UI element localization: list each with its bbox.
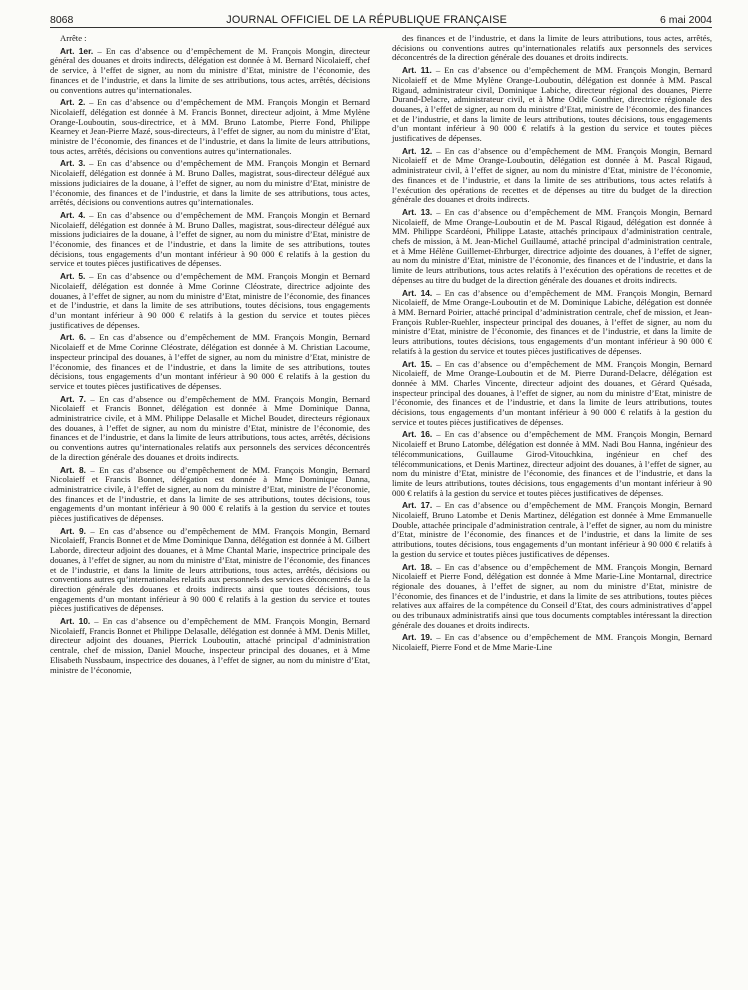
article-text: – En cas d’absence ou d’empêchement de MM. François Mongin, Bernard Nicolaieff, Francis Bonnet et Philippe Delasalle, délégation est donnée à MM. Denis Millet, directeur adjoint des douanes, Pierrick Louboutin, attaché principal d’administration centrale, chef de mission, Daniel Mouche, inspecteur principal des douanes, et à Mme Elisabeth Nussbaum, inspectrice des douanes, à l’effet de signer, au nom du ministre d’Etat, ministre de l’économie, xyxy=(50,616,370,675)
article-label: Art. 8. xyxy=(60,464,86,475)
article-label: Art. 6. xyxy=(60,332,86,343)
article-paragraph xyxy=(392,66,712,144)
page-number: 8068 xyxy=(50,14,74,26)
article-label: Art. 5. xyxy=(60,271,86,282)
article-paragraph xyxy=(392,289,712,357)
article-text: – En cas d’absence ou d’empêchement de MM. François Mongin, Bernard Nicolaieff, de Mme Orange-Louboutin et de M. Dominique Labiche, délégation est donnée à MM. Bernard Poirier, attaché principal d’administration centrale, chef de mission, et Jean-François Rubler-Ruehler, inspecteur principal des douanes, à l’effet de signer, au nom du ministre d’Etat, ministre de l’économie, des finances et de l’industrie, et dans la limite de leurs attributions, toutes décisions, tous engagements d’un montant inférieur à 90 000 € relatifs à la gestion du service et toutes pièces justificatives de dépenses. xyxy=(392,287,712,356)
article-paragraph xyxy=(50,617,370,675)
article-paragraph xyxy=(50,211,370,269)
article-label: Art. 2. xyxy=(60,97,86,108)
article-text: – En cas d’absence ou d’empêchement de M. François Mongin, directeur général des douanes et droits indirects, délégation est donnée à M. Bernard Nicolaieff, chef de service, à l’effet de signer, au nom du ministre d’Etat, ministre de l’économie, des finances et de l’industrie, et dans la limite de ses attributions, tous actes, arrêtés, décisions ou conventions autres qu’internationales. xyxy=(50,45,370,95)
article-label: Art. 18. xyxy=(402,561,433,572)
article-label: Art. 3. xyxy=(60,158,86,169)
article-label: Art. 15. xyxy=(402,358,433,369)
text-columns xyxy=(50,34,712,678)
article-paragraph xyxy=(50,527,370,614)
article-text: – En cas d’absence ou d’empêchement de MM. François Mongin, Bernard Nicolaieff, de Mme Orange-Louboutin et de M. Pierre Durand-Delacre, délégation est donnée à MM. Charles Vincente, directeur adjoint des douanes, et Gérard Quésada, inspecteur principal des douanes, à l’effet de signer, au nom du ministre d’Etat, ministre de l’économie, des finances et de l’industrie, et dans la limite de leurs attributions, toutes décisions, tous engagements d’un montant inférieur à 90 000 € relatifs à la gestion du service et toutes pièces justificatives de dépenses. xyxy=(392,358,712,427)
article-text: – En cas d’absence ou d’empêchement de MM. François Mongin, Bernard Nicolaieff et de Mme Orange-Louboutin, délégation est donnée à M. Pascal Rigaud, administrateur civil, à l’effet de signer, au nom du ministre d’Etat, ministre de l’économie, des finances et de l’industrie, et dans la limite de ses attributions, tous actes relatifs à l’exécution des opérations de recettes et de dépenses au titre du budget de la direction générale des douanes et droits indirects. xyxy=(392,145,712,205)
article-paragraph xyxy=(392,360,712,428)
article-text: – En cas d’absence ou d’empêchement de MM. François Mongin, Bernard Nicolaieff et Pierre Fond, délégation est donnée à Mme Marie-Line Montarnal, directrice régionale des douanes, à l’effet de signer, au nom du ministre d’Etat, ministre de l’économie, des finances et de l’industrie, et dans la limite de ses attributions, toutes pièces relatives aux affaires de la compétence du Conseil d’Etat, des cours administratives d’appel ou des tribunaux administratifs ainsi que tous documents comptables intéressant la direction générale des douanes et droits indirects. xyxy=(392,561,712,630)
article-label: Art. 16. xyxy=(402,429,433,440)
article-text: – En cas d’absence ou d’empêchement de MM. François Mongin, Bernard Nicolaieff et Bruno Latombe, délégation est donnée à MM. Nadi Bou Hanna, ingénieur des télécommunications, Guillaume Girod-Vitouchkina, ingénieur en chef des télécommunications, et Denis Martinez, directeur adjoint des douanes, à l’effet de signer, au nom du ministre d’Etat, ministre de l’économie, des finances et de l’industrie, et dans la limite de leurs attributions, toutes décisions, tous engagements d’un montant inférieur à 90 000 € relatifs à la gestion du service et toutes pièces justificatives de dépenses. xyxy=(392,429,712,498)
article-paragraph xyxy=(50,395,370,463)
article-paragraph xyxy=(50,333,370,391)
article-label: Art. 4. xyxy=(60,209,86,220)
article-text: – En cas d’absence ou d’empêchement de MM. François Mongin, Bernard Nicolaieff, Pierre Fond et de Mme Marie-Line xyxy=(392,632,712,653)
arrete-heading: Arrête : xyxy=(60,33,87,43)
article-text: – En cas d’absence ou d’empêchement de MM. François Mongin et Bernard Nicolaieff, délégation est donnée à M. Bruno Dalles, magistrat, sous-directeur délégué aux missions judiciaires de la douane, à l’effet de signer, au nom du ministre d’Etat, ministre de l’économie, des finances et de l’industrie, et dans la limite de ses attributions, tous actes, arrêtés, décisions ou conventions autres qu’internationales. xyxy=(50,158,370,208)
article-label: Art. 10. xyxy=(60,616,91,627)
article-label: Art. 7. xyxy=(60,393,86,404)
article-paragraph xyxy=(392,208,712,286)
article-label: Art. 17. xyxy=(402,500,433,511)
left-column xyxy=(50,34,370,678)
article-text: – En cas d’absence ou d’empêchement de MM. François Mongin, Bernard Nicolaieff, Bruno Latombe et Denis Martinez, délégation est donnée à Mme Emmanuelle Double, attachée principale d’administration centrale, à l’effet de signer, au nom du ministre d’Etat, ministre de l’économie, des finances et de l’industrie, et dans la limite de ses attributions, toutes décisions, tous engagements d’un montant inférieur à 90 000 € relatifs à la gestion du service et toutes pièces justificatives de dépenses. xyxy=(392,500,712,559)
article-paragraph xyxy=(392,147,712,205)
article-paragraph xyxy=(50,98,370,156)
article-label: Art. 9. xyxy=(60,525,86,536)
journal-title: JOURNAL OFFICIEL DE LA RÉPUBLIQUE FRANÇAISE xyxy=(226,14,508,26)
right-column xyxy=(392,34,712,678)
article-text: – En cas d’absence ou d’empêchement de MM. François Mongin, Bernard Nicolaieff et de Mme Corinne Cléostrate, délégation est donnée à M. Christian Lacoume, inspecteur principal des douanes, à l’effet de signer, au nom du ministre d’Etat, ministre de l’économie, des finances et de l’industrie, et dans la limite de ses attributions, toutes décisions, tous engagements d’un montant inférieur à 90 000 € relatifs à la gestion du service et toutes pièces justificatives de dépenses. xyxy=(50,332,370,391)
article-paragraph xyxy=(50,159,370,208)
article-text: – En cas d’absence ou d’empêchement de MM. François Mongin, Bernard Nicolaieff, Francis Bonnet et de Mme Dominique Danna, délégation est donnée à M. Gilbert Laborde, directeur adjoint des douanes, et à Mme Chantal Marie, inspectrice principale des douanes, à l’effet de signer, au nom du ministre d’Etat, ministre de l’économie, des finances et de l’industrie, et dans la limite de leurs attributions, tous actes, arrêtés, décisions ou conventions autres qu’internationales relatifs aux personnels des services déconcentrés de la direction générale des douanes et droits indirects ainsi que toutes décisions, tous engagements d’un montant inférieur à 90 000 € relatifs à la gestion du service et toutes pièces justificatives de dépenses. xyxy=(50,525,370,614)
page-header xyxy=(50,8,712,28)
article-text: – En cas d’absence ou d’empêchement de MM. François Mongin, Bernard Nicolaieff, de Mme Orange-Louboutin et de M. Pascal Rigaud, délégation est donnée à MM. Philippe Scardéoni, Philippe Lataste, attachés principaux d’administration centrale, chefs de mission, à M. Jean-Michel Guillaumé, attaché principal d’administration centrale, et à Mme Hélène Guillemet-Ehrburger, directrice adjointe des douanes, à l’effet de signer, au nom du ministre d’Etat, ministre de l’économie, des finances et de l’industrie, et dans la limite de leurs attributions, tous actes relatifs à l’exécution des opérations de recettes et de dépenses au titre du budget de la direction générale des douanes et droits indirects. xyxy=(392,206,712,285)
article-paragraph xyxy=(50,466,370,524)
article-text: – En cas d’absence ou d’empêchement de MM. François Mongin, Bernard Nicolaieff et de Mme Mylène Orange-Louboutin, délégation est donnée à MM. Pascal Rigaud, administrateur civil, Dominique Labiche, directeur régional des douanes, Pierre Durand-Delacre, administrateur civil, et à Mme Odile Gonthier, directrice régionale des douanes, à l’effet de signer, au nom du ministre d’Etat, ministre de l’économie, des finances et de l’industrie, et dans la limite de leurs attributions, toutes décisions, tous engagements d’un montant inférieur à 90 000 € relatifs à la gestion du service et toutes pièces justificatives de dépenses. xyxy=(392,65,712,144)
article-paragraph xyxy=(392,430,712,498)
article-label: Art. 11. xyxy=(402,65,432,76)
article-text: – En cas d’absence ou d’empêchement de MM. François Mongin et Bernard Nicolaieff, délégation est donnée à Mme Corinne Cléostrate, directrice adjointe des douanes, à l’effet de signer, au nom du ministre d’Etat, ministre de l’économie, des finances et de l’industrie, et dans la limite de ses attributions, toutes décisions, tous engagements d’un montant inférieur à 90 000 € relatifs à la gestion du service et toutes pièces justificatives de dépenses. xyxy=(50,271,370,330)
article-text: – En cas d’absence ou d’empêchement de MM. François Mongin et Bernard Nicolaieff, délégation est donnée à M. Francis Bonnet, directeur adjoint, à Mme Mylène Orange-Louboutin, sous-directrice, et à MM. Bruno Latombe, Pierre Fond, Philippe Kearney et Jean-Pierre Mazé, sous-directeurs, à l’effet de signer, au nom du ministre d’Etat, ministre de l’économie, des finances et de l’industrie, et dans la limite de leurs attributions, tous actes, arrêtés, décisions ou conventions autres qu’internationales. xyxy=(50,97,370,156)
article-label: Art. 14. xyxy=(402,287,433,298)
continuation-paragraph: des finances et de l’industrie, et dans la limite de leurs attributions, tous actes, arrêtés, décisions ou conventions autres qu’internationales relatifs aux personnels des services déconcentrés de la direction générale des douanes et droits indirects. xyxy=(392,33,712,63)
article-paragraph xyxy=(392,563,712,631)
article-text: – En cas d’absence ou d’empêchement de MM. François Mongin, Bernard Nicolaieff et Francis Bonnet, délégation est donnée à Mme Dominique Danna, administratrice civile, à l’effet de signer, au nom du ministre d’Etat, ministre de l’économie, des finances et de l’industrie, et dans la limite de ses attributions, toutes décisions, tous engagements d’un montant inférieur à 90 000 € relatifs à la gestion du service et toutes pièces justificatives de dépenses. xyxy=(50,464,370,524)
article-paragraph xyxy=(392,501,712,559)
article-label: Art. 1er. xyxy=(60,45,94,56)
article-label: Art. 19. xyxy=(402,632,433,643)
article-paragraph xyxy=(392,633,712,652)
article-paragraph xyxy=(50,47,370,96)
article-text: – En cas d’absence ou d’empêchement de MM. François Mongin, Bernard Nicolaieff et Francis Bonnet, délégation est donnée à Mme Dominique Danna, administratrice civile, et à MM. Philippe Delasalle et Michel Boudet, directeurs régionaux des douanes, à l’effet de signer, au nom du ministre d’Etat, ministre de l’économie, des finances et de l’industrie, et dans la limite de leurs attributions, tous actes, arrêtés, décisions ou conventions autres qu’internationales relatifs aux personnels des services déconcentrés de la direction générale des douanes et droits indirects. xyxy=(50,393,370,462)
article-label: Art. 12. xyxy=(402,145,433,156)
article-text: – En cas d’absence ou d’empêchement de MM. François Mongin et Bernard Nicolaieff, délégation est donnée à M. Bruno Dalles, magistrat, sous-directeur délégué aux missions judiciaires de la douane, à l’effet de signer, au nom du ministre d’Etat, ministre de l’économie, des finances et de l’industrie, et dans la limite de ses attributions, toutes décisions, tous engagements d’un montant inférieur à 90 000 € relatifs à la gestion du service et toutes pièces justificatives de dépenses. xyxy=(50,209,370,269)
article-label: Art. 13. xyxy=(402,206,433,217)
article-paragraph xyxy=(50,272,370,330)
publication-date: 6 mai 2004 xyxy=(660,14,712,26)
